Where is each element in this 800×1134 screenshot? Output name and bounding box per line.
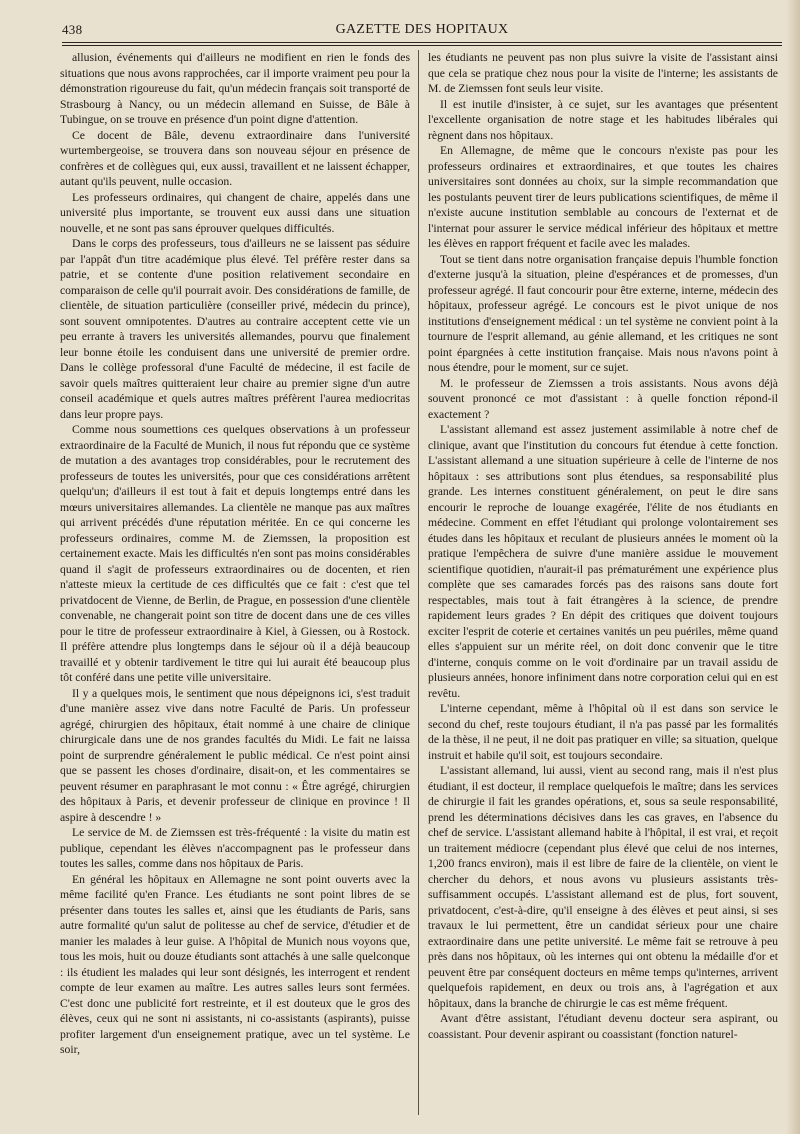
paragraph: L'assistant allemand est assez justement assimilable à notre chef de clinique, avant que l'institution du concours fut étendue à cette fonction. L'assistant allemand a une situation supérieure à celle de l'interne de nos hôpitaux : ses attributions sont plus étendues, sa responsabilité plus grande. Les internes constituent généralement, on peut le dire sans encourir le reproche de louange exagérée, l'élite de nos étudiants en médecine. Comment en effet l'étudiant qui prolonge volontairement ses études dans les hôpitaux et reculant de plusieurs années le moment où la pratique l'empêchera de suivre d'une manière assidue le mouvement scientifique quotidien, n'aurait-il pas prématurément une expérience plus complète que ses camarades forcés pas des raisons sans doute fort respectables, mais tout à fait étrangères à la science, de prendre rapidement leurs grades ? En dépit des critiques que doivent toujours exciter l'esprit de coterie et certaines vanités un peu puériles, même quand elles s'appuient sur un mérite réel, on doit donc convenir que le titre d'interne, conquis comme on le voit d'ordinaire par un travail assidu de plusieurs années, honore infiniment dans notre corporation celui qui en est revêtu. [428,423,778,700]
journal-title: GAZETTE DES HOPITAUX [335,22,509,37]
paragraph: Il est inutile d'insister, à ce sujet, sur les avantages que présentent l'excellente organisation de notre stage et les habitudes libérales qui règnent dans nos hôpitaux. [428,97,778,142]
paragraph: Dans le corps des professeurs, tous d'ailleurs ne se laissent pas séduire par l'appât d'un titre académique plus élevé. Tel préfère rester dans sa patrie, et se contente d'une position relativement secondaire en comparaison de celle qu'il pourrait avoir. Des considérations de famille, de clientèle, de situation particulière (conseiller privé, médecin du prince), sont souvent omnipotentes. D'autres au contraire acceptent cette vie un peu errante à travers les universités allemandes, pourvu que finalement leur bonne étoile les conduisent dans une université de premier ordre. Dans le collège professoral d'une Faculté de médecine, il est facile de savoir quels maîtres quitteraient leur chaire au premier signe d'un autre conseil académique et quels autres maîtres préfèrent l'aurea mediocritas dans leur propre pays. [60,237,410,421]
column-divider [418,50,419,1115]
paragraph: Avant d'être assistant, l'étudiant devenu docteur sera aspirant, ou coassistant. Pour devenir aspirant ou coassistant (fonction naturel- [428,1012,778,1041]
paragraph: Tout se tient dans notre organisation française depuis l'humble fonction d'externe jusqu'à la situation, pleine d'espérances et de promesses, d'un professeur agrégé. Il faut concourir pour être externe, interne, médecin des hôpitaux, professeur agrégé. Le concours est le pivot unique de nos institutions d'enseignement médical : un tel système ne convient point à la tournure de l'esprit allemand, au génie allemand, et les critiques ne sont point épargnées à cette institution française. Mais nous n'avons point à nous étendre, pour le moment, sur ce sujet. [428,252,778,374]
paragraph: Ce docent de Bâle, devenu extraordinaire dans l'université wurtembergeoise, se trouvera dans son nouveau séjour en présence de confrères et de collègues qui, eux aussi, travaillent et ne laissent échapper, autant qu'ils peuvent, nulle occasion. [60,128,410,188]
paragraph: M. le professeur de Ziemssen a trois assistants. Nous avons déjà souvent prononcé ce mot d'assistant : à quelle fonction répond-il exactement ? [428,376,778,421]
paragraph: Il y a quelques mois, le sentiment que nous dépeignons ici, s'est traduit d'une manière assez vive dans notre Faculté de Paris. Un professeur agrégé, chirurgien des hôpitaux, était nommé à une chaire de clinique chirurgicale dans une de nos grandes facultés du Midi. Le fait ne laissa point de surprendre généralement le public médical. Ce n'est point ainsi que se passent les choses d'ordinaire, disait-on, et les commentaires se peuvent résumer en paraphrasant le mot connu : « Être agrégé, chirurgien des hôpitaux à Paris, et devenir professeur de clinique en province ! Il aspire à descendre ! » [60,686,410,824]
header-rule-double [62,45,782,46]
paragraph: Le service de M. de Ziemssen est très-fréquenté : la visite du matin est publique, cependant les élèves n'accompagnent pas le professeur dans toutes les salles, comme dans nos hôpitaux de Paris. [60,826,410,870]
paragraph: Comme nous soumettions ces quelques observations à un professeur extraordinaire de la Faculté de Munich, il nous fut répondu que ce système de mutation a des avantages trop considérables, pour le recrutement des professeurs de toutes les universités, pour que ces considérations arrêtent quelqu'un; d'ailleurs il est tout à fait et depuis longtemps entré dans les mœurs universitaires allemandes. La clientèle ne manque pas aux maîtres qui arrivent précédés d'une réputation méritée. En ce qui concerne les professeurs ordinaires, comme M. de Ziemssen, la proposition est certainement exacte. Mais les difficultés n'en sont pas moins considérables quand il s'agit de professeurs extraordinaires ou de docenten, et rien n'atteste mieux la certitude de ces difficultés que ce fait : c'est que tel privatdocent de Vienne, de Berlin, de Prague, en possession d'une clientèle convenable, ne changerait point son titre de docent dans une de ces villes pour le titre de professeur extraordinaire à Kiel, à Giessen, ou à Rostock. Il préfère attendre plus longtemps dans le séjour où il a déjà beaucoup travaillé et y obtenir tardivement le titre qui lui aurait été beaucoup plus tôt conféré dans une petite ville universitaire. [60,423,410,684]
header-rule [62,42,782,43]
paragraph: Les professeurs ordinaires, qui changent de chaire, appelés dans une université plus importante, se trouvent eux aussi dans une situation nouvelle, et ne sont pas sans éprouver quelques difficultés. [60,190,410,235]
paragraph: allusion, événements qui d'ailleurs ne modifient en rien le fonds des situations que nous avons rapprochées, car il importe vraiment peu pour la démonstration rigoureuse du fait, qu'un médecin français soit transporté de Strasbourg à Nancy, ou un médecin allemand en Suisse, de Bâle à Tubingue, on se trouve en présence d'un point digne d'attention. [60,51,410,126]
paragraph: En Allemagne, de même que le concours n'existe pas pour les professeurs ordinaires et extraordinaires, et que toutes les chaires universitaires sont données au choix, sur la simple recommandation que les postulants peuvent tirer de leurs publications scientifiques, de même il n'existe aucune institution semblable au concours de l'externat et de l'internat pour assurer le service médical inférieur des hôpitaux et mettre les élèves en rapport fréquent et facile avec les malades. [428,144,778,250]
paragraph: L'interne cependant, même à l'hôpital où il est dans son service le second du chef, reste toujours étudiant, il n'a pas passé par les formalités de la thèse, il ne peut, il ne doit pas pratiquer en ville; sa situation, quelque instruit et habile qu'il soit, est toujours secondaire. [428,702,778,762]
page-edge [786,0,800,1134]
right-column [428,50,778,1042]
paragraph: L'assistant allemand, lui aussi, vient au second rang, mais il n'est plus étudiant, il est docteur, il remplace quelquefois le maître; dans les services de chirurgie il fait les grandes opérations, et, sous sa seule responsabilité, prend les déterminations décisives dans les cas graves, en l'absence du chef de service. L'assistant allemand habite à l'hôpital, il est vrai, et reçoit un traitement médiocre (cependant plus élevé que celui de nos internes, 1,200 francs environ), mais il est libre de faire de la clientèle, on vient le chercher du dehors, et nous avons vu plusieurs assistants très-suffisamment occupés. L'assistant allemand est de plus, fort souvent, privatdocent, c'est-à-dire, qu'il enseigne à des élèves et peut ainsi, si ses travaux le lui permettent, être un candidat sérieux pour une chaire extraordinaire dans une petite université. Le même fait se retrouve à peu près dans nos hôpitaux, où les internes qui ont obtenu la médaille d'or et peuvent être par conséquent docteurs en même temps qu'internes, arrivent quelquefois rapidement, en deux ou trois ans, à l'agrégation et aux hôpitaux, dans la branche de chirurgie le cas est même fréquent. [428,764,778,1010]
paragraph: En général les hôpitaux en Allemagne ne sont point ouverts avec la même facilité qu'en France. Les étudiants ne sont point libres de se présenter dans toutes les salles et, ainsi que les étudiants de Paris, sans autre formalité qu'un salut de politesse au chef de service, d'étudier et de manier les malades à leur guise. A l'hôpital de Munich nous voyons que, tous les mois, huit ou douze étudiants sont attachés à une salle quelconque : ils étudient les malades qui leur sont désignés, les interrogent et rendent compte de leur examen au maître. Les autres salles leurs sont fermées. C'est donc une publicité fort restreinte, et il est douteux que le gros des élèves, ceux qui ne sont ni assistants, ni co-assistants (aspirants), puisse profiter largement d'un enseignement pratique, avec un tel système. Le soir, [60,872,410,1056]
page-number: 438 [62,22,83,37]
left-column [60,50,410,1058]
page-header [62,20,782,40]
paragraph: les étudiants ne peuvent pas non plus suivre la visite de l'assistant ainsi que cela se pratique chez nous pour la visite de l'interne; les assistants de M. de Ziemssen font seuls leur visite. [428,51,778,95]
